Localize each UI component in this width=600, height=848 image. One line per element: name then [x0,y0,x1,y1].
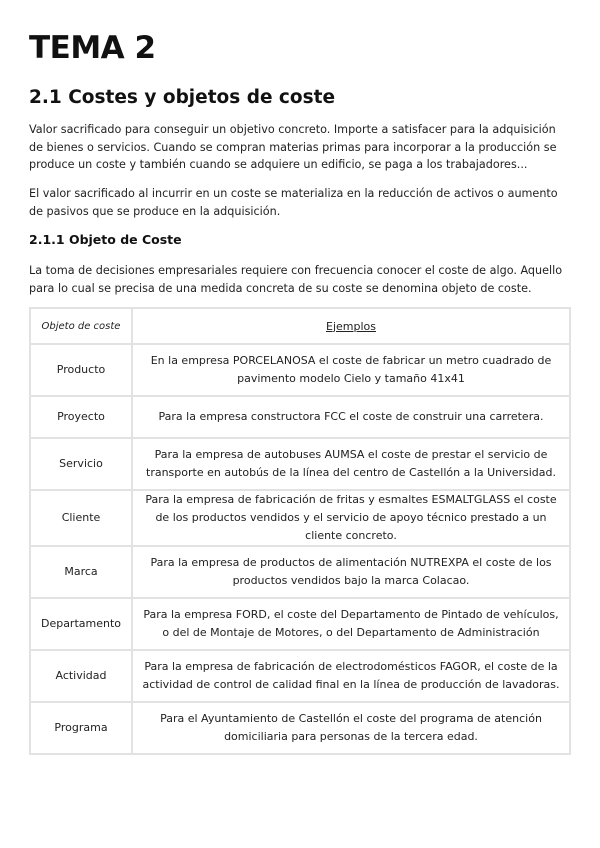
paragraph-cost-object: La toma de decisiones empresariales requiere con frecuencia conocer el coste de algo. Aquello para lo cual se precisa de una medida concreta de su coste se denomina objeto de coste. [29,264,563,295]
table-header-row [30,308,570,344]
row-concept: Servicio [30,438,132,490]
table-row [30,344,570,396]
header-cost-object: Objeto de coste [30,308,132,344]
paragraph-definition: Valor sacrificado para conseguir un objetivo concreto. Importe a satisfacer para la adquisición de bienes o servicios. Cuando se compran materias primas para incorporar a la producción se produce un coste y también cuando se adquiere un edificio, se paga a los trabajadores... [29,123,557,171]
row-concept: Actividad [30,650,132,702]
table-row [30,490,570,546]
row-concept: Programa [30,702,132,754]
table-row [30,546,570,598]
table-row [30,396,570,438]
row-example: Para la empresa FORD, el coste del Departamento de Pintado de vehículos, o del de Montaje de Motores, o del Departamento de Administración [132,598,570,650]
section-heading: 2.1 Costes y objetos de coste [29,87,336,108]
table-row [30,598,570,650]
row-example: Para la empresa de fabricación de electrodomésticos FAGOR, el coste de la actividad de control de calidad final en la línea de producción de lavadoras. [132,650,570,702]
subsection-heading: 2.1.1 Objeto de Coste [29,232,182,247]
row-example: En la empresa PORCELANOSA el coste de fabricar un metro cuadrado de pavimento modelo Cielo y tamaño 41x41 [132,344,570,396]
paragraph-value: El valor sacrificado al incurrir en un coste se materializa en la reducción de activos o aumento de pasivos que se produce en la adquisición. [29,187,558,218]
row-example: Para la empresa de autobuses AUMSA el coste de prestar el servicio de transporte en autobús de la línea del centro de Castellón a la Universidad. [132,438,570,490]
row-concept: Departamento [30,598,132,650]
page-title: TEMA 2 [29,30,156,66]
table-row [30,438,570,490]
header-examples: Ejemplos [132,308,570,344]
row-concept: Producto [30,344,132,396]
row-example: Para el Ayuntamiento de Castellón el coste del programa de atención domiciliaria para personas de la tercera edad. [132,702,570,754]
cost-objects-table [29,307,571,755]
row-example: Para la empresa de fabricación de fritas y esmaltes ESMALTGLASS el coste de los productos vendidos y el servicio de apoyo técnico prestado a un cliente concreto. [132,490,570,546]
row-concept: Marca [30,546,132,598]
row-concept: Proyecto [30,396,132,438]
row-example: Para la empresa constructora FCC el coste de construir una carretera. [132,396,570,438]
table-row [30,650,570,702]
row-concept: Cliente [30,490,132,546]
table-row [30,702,570,754]
row-example: Para la empresa de productos de alimentación NUTREXPA el coste de los productos vendidos bajo la marca Colacao. [132,546,570,598]
